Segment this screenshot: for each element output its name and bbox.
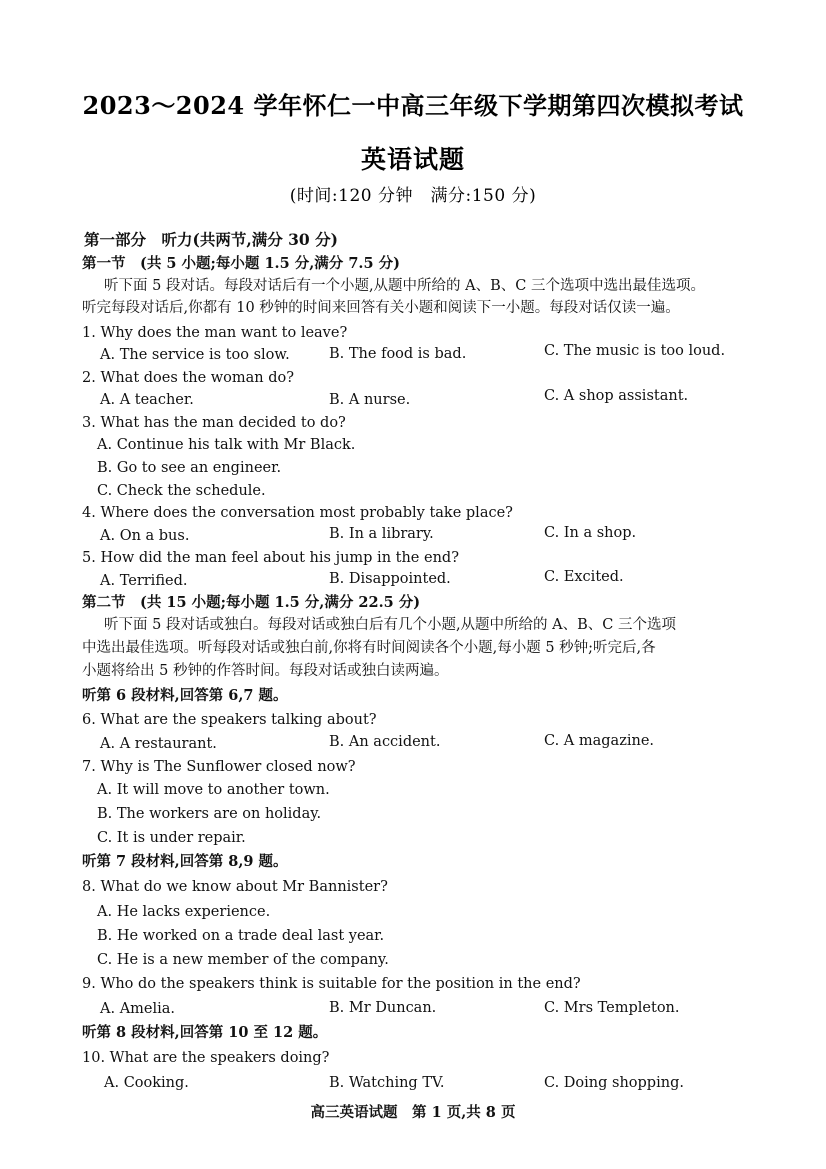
question-6-option-a: A. A restaurant.	[100, 736, 217, 752]
question-8-option-b: B. He worked on a trade deal last year.	[97, 928, 385, 944]
question-6-stem: 6. What are the speakers talking about?	[82, 712, 377, 728]
question-8-option-a: A. He lacks experience.	[97, 904, 271, 920]
question-6-option-b: B. An accident.	[329, 734, 441, 750]
question-4-option-a: A. On a bus.	[100, 528, 190, 544]
section1-instruction-2: 听完每段对话后,你都有 10 秒钟的时间来回答有关小题和阅读下一小题。每段对话仅读一遍。	[82, 300, 680, 316]
question-9-stem: 9. Who do the speakers think is suitable for the position in the end?	[82, 976, 581, 992]
exam-title: 2023～2024 学年怀仁一中高三年级下学期第四次模拟考试	[82, 91, 744, 120]
question-2-option-c: C. A shop assistant.	[544, 388, 689, 404]
question-10-option-b: B. Watching TV.	[329, 1075, 445, 1091]
question-4-option-c: C. In a shop.	[544, 525, 637, 541]
question-1-option-c: C. The music is too loud.	[544, 343, 726, 359]
page-footer: 高三英语试题 第 1 页,共 8 页	[310, 1104, 516, 1121]
section2-instruction-1: 听下面 5 段对话或独白。每段对话或独白后有几个小题,从题中所给的 A、B、C 三个选项	[104, 617, 676, 633]
question-2-stem: 2. What does the woman do?	[82, 370, 295, 386]
question-1-stem: 1. Why does the man want to leave?	[82, 325, 348, 341]
section1-instruction-1: 听下面 5 段对话。每段对话后有一个小题,从题中所给的 A、B、C 三个选项中选出最佳选项。	[104, 278, 705, 294]
question-9-option-a: A. Amelia.	[100, 1001, 176, 1017]
group-8-heading: 听第 8 段材料,回答第 10 至 12 题。	[82, 1024, 328, 1041]
section2-heading: 第二节 (共 15 小题;每小题 1.5 分,满分 22.5 分)	[82, 594, 421, 611]
section2-instruction-2: 中选出最佳选项。听每段对话或独白前,你将有时间阅读各个小题,每小题 5 秒钟;听完后,各	[82, 640, 656, 656]
group-7-heading: 听第 7 段材料,回答第 8,9 题。	[82, 853, 288, 870]
question-5-option-b: B. Disappointed.	[329, 571, 451, 587]
question-9-option-c: C. Mrs Templeton.	[544, 1000, 680, 1016]
question-5-stem: 5. How did the man feel about his jump in the end?	[82, 550, 459, 566]
question-7-option-b: B. The workers are on holiday.	[97, 806, 322, 822]
question-2-option-b: B. A nurse.	[329, 392, 411, 408]
question-7-option-a: A. It will move to another town.	[97, 782, 330, 798]
question-3-option-a: A. Continue his talk with Mr Black.	[97, 437, 356, 453]
question-8-option-c: C. He is a new member of the company.	[97, 952, 389, 968]
question-2-option-a: A. A teacher.	[100, 392, 194, 408]
question-10-stem: 10. What are the speakers doing?	[82, 1050, 330, 1066]
question-7-option-c: C. It is under repair.	[97, 830, 246, 846]
question-4-stem: 4. Where does the conversation most probably take place?	[82, 505, 513, 521]
question-1-option-a: A. The service is too slow.	[100, 347, 290, 363]
question-8-stem: 8. What do we know about Mr Bannister?	[82, 879, 388, 895]
question-3-stem: 3. What has the man decided to do?	[82, 415, 346, 431]
question-10-option-c: C. Doing shopping.	[544, 1075, 684, 1091]
question-4-option-b: B. In a library.	[329, 526, 434, 542]
question-3-option-c: C. Check the schedule.	[97, 483, 266, 499]
question-3-option-b: B. Go to see an engineer.	[97, 460, 282, 476]
question-7-stem: 7. Why is The Sunflower closed now?	[82, 759, 356, 775]
question-10-option-a: A. Cooking.	[104, 1075, 189, 1091]
section2-instruction-3: 小题将给出 5 秒钟的作答时间。每段对话或独白读两遍。	[82, 663, 449, 679]
question-1-option-b: B. The food is bad.	[329, 346, 467, 362]
question-5-option-a: A. Terrified.	[100, 573, 188, 589]
exam-meta: (时间:120 分钟 满分:150 分)	[289, 186, 537, 206]
exam-subtitle: 英语试题	[360, 145, 465, 174]
group-6-heading: 听第 6 段材料,回答第 6,7 题。	[82, 687, 288, 704]
section1-heading: 第一节 (共 5 小题;每小题 1.5 分,满分 7.5 分)	[82, 255, 400, 272]
part1-heading: 第一部分 听力(共两节,满分 30 分)	[84, 230, 338, 249]
question-9-option-b: B. Mr Duncan.	[329, 1000, 437, 1016]
question-6-option-c: C. A magazine.	[544, 733, 655, 749]
question-5-option-c: C. Excited.	[544, 569, 624, 585]
